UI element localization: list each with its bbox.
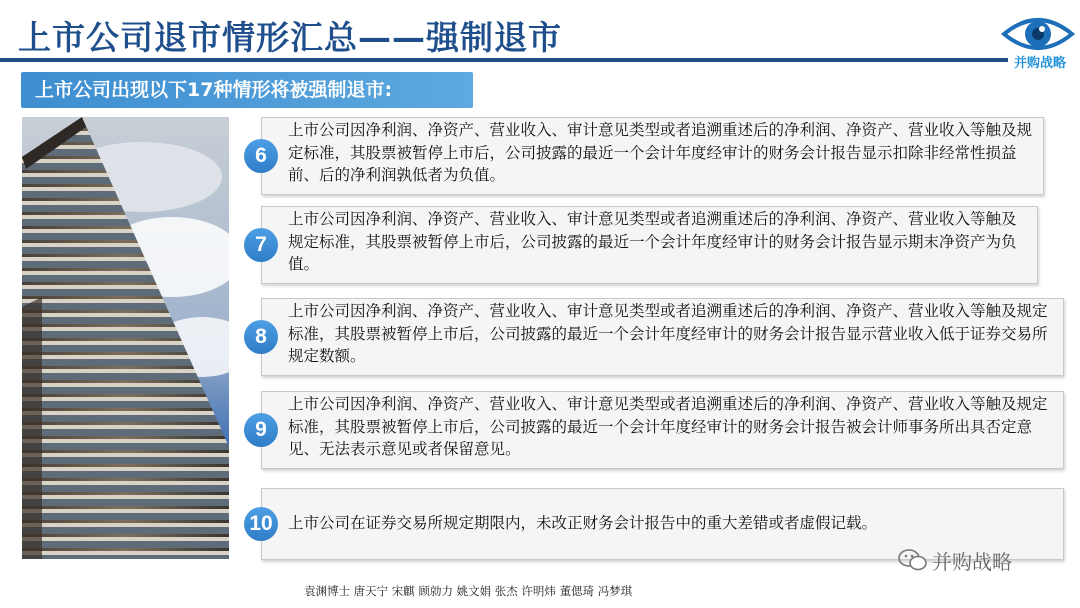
footer-authors: 袁渊博士 唐天宁 宋麒 顾勍力 姚文娟 张杰 许明炜 董偲琦 冯梦琪	[304, 584, 633, 598]
list-item	[244, 298, 1064, 376]
item-text: 上市公司因净利润、净资产、营业收入、审计意见类型或者追溯重述后的净利润、净资产、营业收入等触及规定标准，其股票被暂停上市后，公司披露的最近一个会计年度经审计的财务会计报告被会计师事务所出具否定意见、无法表示意见或者保留意见。	[288, 395, 1048, 458]
slide-title: 上市公司退市情形汇总——强制退市	[18, 18, 562, 57]
item-number: 7	[244, 228, 278, 262]
title-divider	[0, 58, 1008, 62]
item-text: 上市公司因净利润、净资产、营业收入、审计意见类型或者追溯重述后的净利润、净资产、营业收入等触及规定标准，其股票被暂停上市后，公司披露的最近一个会计年度经审计的财务会计报告显示期末净资产为负值。	[288, 210, 1017, 273]
list-item	[244, 206, 1038, 284]
item-number: 8	[244, 320, 278, 354]
section-banner: 上市公司出现以下17种情形将被强制退市:	[21, 72, 473, 108]
list-item	[244, 117, 1044, 195]
item-text: 上市公司因净利润、净资产、营业收入、审计意见类型或者追溯重述后的净利润、净资产、营业收入等触及规定标准，其股票被暂停上市后，公司披露的最近一个会计年度经审计的财务会计报告显示营业收入低于证券交易所规定数额。	[288, 302, 1048, 365]
item-text: 上市公司在证券交易所规定期限内，未改正财务会计报告中的重大差错或者虚假记载。	[288, 514, 878, 532]
item-number: 6	[244, 139, 278, 173]
item-text: 上市公司因净利润、净资产、营业收入、审计意见类型或者追溯重述后的净利润、净资产、营业收入等触及规定标准，其股票被暂停上市后，公司披露的最近一个会计年度经审计的财务会计报告显示扣除非经常性损益前、后的净利润孰低者为负值。	[288, 121, 1033, 184]
logo-text: 并购战略	[1013, 56, 1066, 71]
list-item	[244, 391, 1064, 469]
watermark: 并购战略	[932, 550, 1012, 574]
item-number: 9	[244, 413, 278, 447]
building-photo	[22, 117, 229, 559]
item-number: 10	[244, 507, 278, 541]
wechat-icon	[898, 548, 928, 572]
